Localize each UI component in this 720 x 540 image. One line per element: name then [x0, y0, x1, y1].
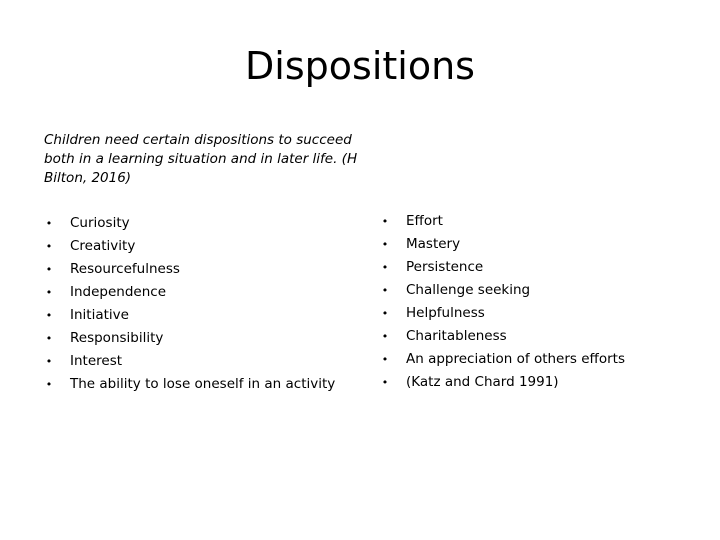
- bullet-icon: •: [45, 332, 53, 345]
- right-bullet-list: [380, 210, 700, 394]
- list-item: [44, 281, 344, 304]
- list-item-text: Mastery: [406, 236, 461, 252]
- bullet-icon: •: [45, 240, 53, 253]
- list-item: [44, 258, 344, 281]
- list-item-text: Creativity: [70, 238, 136, 254]
- list-item-text: The ability to lose oneself in an activity: [70, 376, 336, 392]
- bullet-icon: •: [381, 261, 389, 274]
- list-item-text: An appreciation of others efforts: [406, 351, 625, 367]
- list-item: [380, 210, 700, 233]
- bullet-icon: •: [45, 355, 53, 368]
- slide-title: Dispositions: [245, 44, 475, 88]
- list-item-text: Challenge seeking: [406, 282, 531, 298]
- list-item: [380, 279, 700, 302]
- list-item-text: Initiative: [70, 307, 129, 323]
- list-item: [44, 373, 344, 396]
- bullet-icon: •: [381, 215, 389, 228]
- list-item: [44, 235, 344, 258]
- list-item: [380, 325, 700, 348]
- list-item: [44, 212, 344, 235]
- list-item: [44, 304, 344, 327]
- bullet-icon: •: [45, 286, 53, 299]
- bullet-icon: •: [45, 217, 53, 230]
- intro-text: Children need certain dispositions to succeed both in a learning situation and in later life. (H Bilton, 2016): [44, 132, 358, 186]
- list-item: [44, 350, 344, 373]
- list-item-text: Curiosity: [70, 215, 130, 231]
- list-item-text: Charitableness: [406, 328, 507, 344]
- list-item: [380, 302, 700, 325]
- list-item: [380, 348, 700, 371]
- bullet-icon: •: [45, 309, 53, 322]
- bullet-icon: •: [45, 263, 53, 276]
- list-item: [44, 327, 344, 350]
- list-item-text: Effort: [406, 213, 443, 229]
- bullet-icon: •: [381, 330, 389, 343]
- list-item-text: Responsibility: [70, 330, 164, 346]
- list-item: [380, 371, 700, 394]
- bullet-icon: •: [381, 307, 389, 320]
- bullet-icon: •: [45, 378, 53, 391]
- list-item-text: Helpfulness: [406, 305, 485, 321]
- left-bullet-list: [44, 212, 344, 396]
- list-item-text: Persistence: [406, 259, 484, 275]
- bullet-icon: •: [381, 238, 389, 251]
- list-item-text: Independence: [70, 284, 167, 300]
- bullet-icon: •: [381, 284, 389, 297]
- list-item: [380, 256, 700, 279]
- list-item-text: Resourcefulness: [70, 261, 180, 277]
- list-item-text: (Katz and Chard 1991): [406, 374, 559, 390]
- list-item-text: Interest: [70, 353, 123, 369]
- bullet-icon: •: [381, 353, 389, 366]
- list-item: [380, 233, 700, 256]
- bullet-icon: •: [381, 376, 389, 389]
